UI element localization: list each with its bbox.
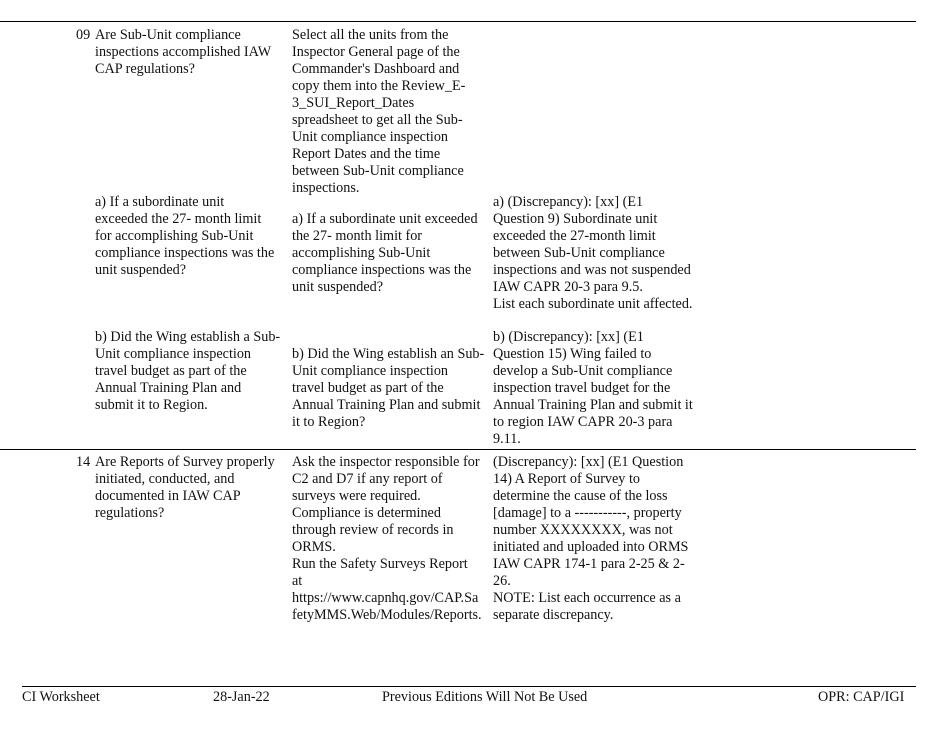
subitem-a-question: a) If a subordinate unit exceeded the 27- month limit for accomplishing Sub-Unit compliance inspections was the unit suspended? [95, 194, 275, 278]
row-number: 09 [76, 27, 91, 43]
footer-rule [22, 686, 916, 687]
subitem-b-question: b) Did the Wing establish a Sub- Unit compliance inspection travel budget as part of the Annual Training Plan and submit it to Region. [95, 329, 281, 413]
subitem-a-guidance: a) If a subordinate unit exceeded the 27- month limit for accomplishing Sub-Unit compliance inspections was the unit suspended? [292, 211, 478, 295]
footer-opr: OPR: CAP/IGI [818, 689, 905, 705]
row-number: 14 [76, 454, 91, 470]
row-guidance: Select all the units from the Inspector General page of the Commander's Dashboard and copy them into the Review_E- 3_SUI_Report_Dates spreadsheet to get all the Sub- Unit compliance inspection Report Dates and the time between Sub-Unit compliance inspections. [292, 27, 466, 196]
footer-notice: Previous Editions Will Not Be Used [382, 689, 588, 705]
row-divider [0, 449, 916, 450]
row-question: Are Sub-Unit compliance inspections accomplished IAW CAP regulations? [95, 27, 272, 77]
row-guidance: Ask the inspector responsible for C2 and D7 if any report of surveys were required. Compliance is determined through review of records in ORMS. Run the Safety Surveys Report at https://www.capnhq.gov/CAP.Sa fetyMMS.Web/Modules/Reports. [292, 454, 482, 623]
subitem-a-discrepancy: a) (Discrepancy): [xx] (E1 Question 9) Subordinate unit exceeded the 27-month limit between Sub-Unit compliance inspections and was not suspended IAW CAPR 20-3 para 9.5. List each subordinate unit affected. [493, 194, 693, 312]
top-rule [0, 21, 916, 22]
subitem-b-discrepancy: b) (Discrepancy): [xx] (E1 Question 15) Wing failed to develop a Sub-Unit compliance inspection travel budget for the Annual Training Plan and submit it to region IAW CAPR 20-3 para 9.11. [493, 329, 693, 447]
footer-form-name: CI Worksheet [22, 689, 100, 705]
footer-date: 28-Jan-22 [213, 689, 270, 705]
subitem-b-guidance: b) Did the Wing establish an Sub- Unit compliance inspection travel budget as part of the Annual Training Plan and submit it to Region? [292, 346, 485, 430]
row-question: Are Reports of Survey properly initiated, conducted, and documented in IAW CAP regulations? [95, 454, 275, 521]
row-discrepancy: (Discrepancy): [xx] (E1 Question 14) A Report of Survey to determine the cause of the loss [damage] to a -----------, property number XXXXXXXX, was not initiated and uploaded into ORMS IAW CAPR 174-1 para 2-25 & 2- 26. NOTE: List each occurrence as a separate discrepancy. [493, 454, 689, 623]
